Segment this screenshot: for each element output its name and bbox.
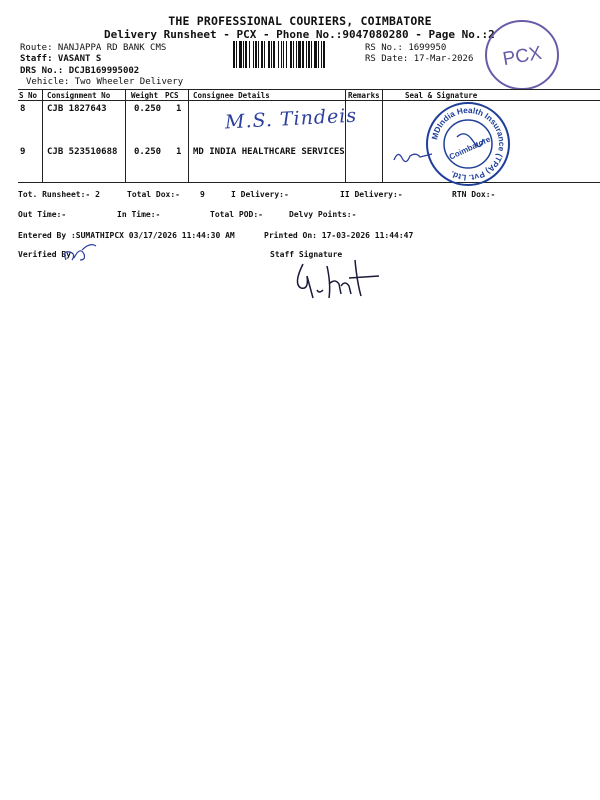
col-divider	[382, 89, 383, 182]
table-row-sno: 8	[20, 104, 26, 114]
verified-by-label: Verified By	[18, 250, 71, 259]
tot-runsheet: Tot. Runsheet:- 2	[18, 190, 100, 199]
table-bottom-rule	[18, 182, 600, 183]
seal-center-text: Coimbatore	[447, 134, 492, 162]
col-divider	[42, 89, 43, 182]
barcode	[233, 41, 361, 68]
table-header-rule	[18, 100, 600, 101]
rtn-dox: RTN Dox:-	[452, 190, 496, 199]
header-remarks: Remarks	[348, 91, 380, 100]
total-dox-label: Total Dox:-	[127, 190, 180, 199]
col-divider	[188, 89, 189, 182]
table-row-weight: 0.250	[134, 147, 162, 157]
runsheet-subtitle: Delivery Runsheet - PCX - Phone No.:9047080280 - Page No.:2	[104, 28, 495, 41]
handwritten-consignee-name: M.S. Tindeis	[224, 104, 358, 134]
seal-ring-text: MDIndia Health Insurance (TPA) Pvt. Ltd.	[430, 105, 507, 183]
delvy-points: Delvy Points:-	[289, 210, 357, 219]
col-divider	[125, 89, 126, 182]
printed-on: Printed On: 17-03-2026 11:44:47	[264, 231, 414, 240]
table-row-weight: 0.250	[134, 104, 162, 114]
header-sno: S No	[19, 91, 38, 100]
staff-text: Staff: VASANT S	[20, 54, 102, 64]
table-row-consignment: CJB 523510688	[47, 147, 118, 157]
staff-signature-scribble	[283, 254, 388, 308]
total-dox-value: 9	[200, 190, 205, 199]
in-time: In Time:-	[117, 210, 161, 219]
route-text: Route: NANJAPPA RD BANK CMS	[20, 43, 167, 53]
header-consignment: Consignment No	[47, 91, 111, 100]
company-title: THE PROFESSIONAL COURIERS, COIMBATORE	[168, 14, 432, 28]
drs-number: DRS No.: DCJB169995002	[20, 66, 140, 76]
out-time: Out Time:-	[18, 210, 67, 219]
vehicle-text: Vehicle: Two Wheeler Delivery	[26, 77, 184, 87]
table-row-consignment: CJB 1827643	[47, 104, 107, 114]
header-seal: Seal & Signature	[405, 91, 478, 100]
table-top-rule	[18, 89, 600, 90]
rs-date: RS Date: 17-Mar-2026	[365, 54, 474, 64]
rs-number: RS No.: 1699950	[365, 43, 447, 53]
table-row-sno: 9	[20, 147, 26, 157]
pcx-stamp	[483, 18, 561, 92]
ii-delivery: II Delivery:-	[340, 190, 403, 199]
i-delivery: I Delivery:-	[231, 190, 289, 199]
col-divider	[345, 89, 346, 182]
header-consignee: Consignee Details	[193, 91, 270, 100]
pcx-stamp-text: PCX	[501, 42, 544, 71]
header-pcs: PCS	[165, 91, 179, 100]
table-row-pcs: 1	[176, 104, 182, 114]
table-row-pcs: 1	[176, 147, 182, 157]
company-seal-stamp	[425, 101, 511, 187]
table-row-consignee: MD INDIA HEALTHCARE SERVICES	[193, 147, 345, 157]
header-weight: Weight	[131, 91, 159, 100]
total-pod: Total POD:-	[210, 210, 263, 219]
entered-by: Entered By :SUMATHIPCX 03/17/2026 11:44:30 AM	[18, 231, 235, 240]
verified-by-signature	[60, 240, 100, 266]
staff-signature-label: Staff Signature	[270, 250, 343, 259]
